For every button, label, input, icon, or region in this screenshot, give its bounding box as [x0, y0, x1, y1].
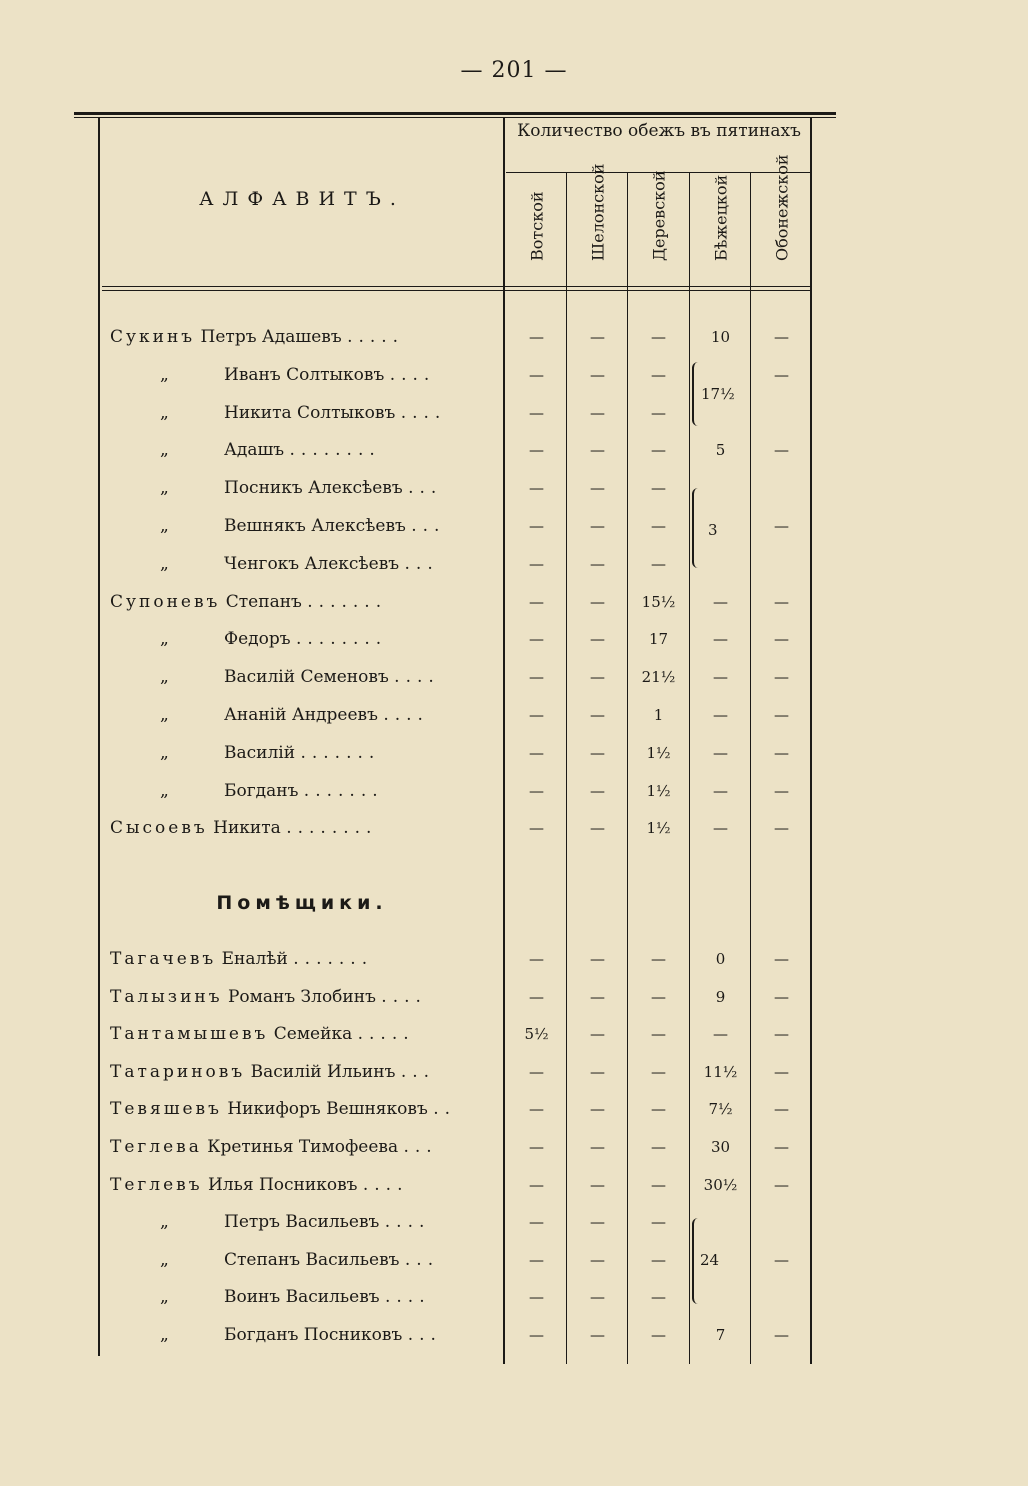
- given-name: Кретинья Тимофеева: [207, 1137, 399, 1157]
- brace-group: [692, 362, 700, 426]
- obzha-value: —: [590, 554, 605, 573]
- obzha-value: —: [529, 1100, 544, 1119]
- ditto-mark: „: [160, 478, 169, 499]
- obzha-value: —: [529, 1288, 544, 1307]
- obzha-value: 1½: [646, 819, 671, 838]
- surname: Сысоевъ: [110, 818, 208, 839]
- obzha-value: —: [651, 950, 666, 968]
- obzha-value: —: [651, 403, 666, 422]
- person-name: [110, 584, 502, 621]
- ditto-mark: „: [160, 516, 169, 536]
- obzha-value: —: [590, 1062, 605, 1081]
- obzha-value: —: [651, 987, 666, 1006]
- obzha-value: —: [651, 1025, 666, 1044]
- person-name: [110, 1016, 502, 1053]
- obzha-value: —: [590, 781, 605, 800]
- given-name: Василій Семеновъ: [224, 667, 389, 688]
- obzha-value: —: [529, 517, 544, 535]
- leader-dots: ....: [381, 986, 427, 1007]
- ditto-mark: „: [160, 1249, 169, 1270]
- obzha-value: —: [713, 592, 728, 611]
- obzha-value: —: [774, 781, 789, 800]
- obzha-value: —: [774, 819, 789, 838]
- obzha-value: —: [713, 781, 728, 800]
- obzha-value: —: [651, 1062, 666, 1081]
- obzha-value: —: [774, 1175, 789, 1194]
- obzha-value: 30: [710, 1138, 731, 1156]
- obzha-value: 5½: [524, 1025, 549, 1044]
- leader-dots: .......: [300, 742, 381, 763]
- given-name: Богданъ: [224, 780, 299, 801]
- given-name: Вешнякъ Алексѣевъ: [224, 516, 406, 536]
- obzha-value: —: [774, 1062, 789, 1081]
- given-name: Степанъ: [225, 591, 302, 612]
- table-row: [0, 1204, 1028, 1241]
- obzha-value: —: [529, 950, 544, 968]
- surname: Тевяшевъ: [110, 1099, 222, 1120]
- obzha-value: —: [529, 365, 544, 384]
- page-number: — 201 —: [460, 58, 568, 83]
- person-name: [110, 979, 502, 1016]
- obzha-value: —: [774, 706, 789, 724]
- obzha-value: —: [590, 441, 605, 460]
- obzha-value: —: [774, 517, 789, 535]
- ditto-mark: „: [160, 1287, 169, 1308]
- person-name: [110, 810, 502, 847]
- obzha-value: —: [590, 1288, 605, 1307]
- obzha-value: 10: [710, 328, 731, 346]
- obzha-value: —: [529, 668, 544, 687]
- table-row: [0, 979, 1028, 1016]
- given-name: Романъ Злобинъ: [227, 986, 376, 1007]
- table-title: АЛФАВИТЪ.: [199, 188, 405, 210]
- given-name: Никифоръ Вешняковъ: [227, 1099, 428, 1120]
- leader-dots: .....: [357, 1024, 415, 1045]
- obzha-value: —: [774, 630, 789, 649]
- obzha-value: —: [529, 630, 544, 649]
- obzha-value: —: [590, 479, 605, 498]
- obzha-value: —: [590, 630, 605, 649]
- leader-dots: ....: [400, 402, 447, 423]
- ditto-mark: „: [160, 364, 169, 385]
- obzha-value: —: [774, 592, 789, 611]
- obzha-value: —: [529, 781, 544, 800]
- ditto-mark: „: [160, 780, 169, 801]
- column-header-derevskoy: Деревской: [649, 170, 668, 261]
- obzha-value: —: [590, 1175, 605, 1194]
- obzha-value: —: [713, 1025, 728, 1044]
- brace-value: 24: [700, 1251, 720, 1269]
- given-name: Иванъ Солтыковъ: [224, 364, 385, 385]
- obzha-value: 9: [715, 987, 726, 1006]
- obzha-value: 11½: [703, 1062, 738, 1081]
- obzha-value: —: [774, 1138, 789, 1156]
- surname: Тантамышевъ: [110, 1024, 269, 1045]
- table-row: [0, 697, 1028, 734]
- obzha-value: —: [590, 592, 605, 611]
- obzha-value: [751, 1204, 812, 1241]
- obzha-value: —: [774, 328, 789, 346]
- person-name: [160, 508, 502, 545]
- given-name: Ананій Андреевъ: [224, 705, 378, 725]
- obzha-value: —: [529, 441, 544, 460]
- obzha-value: —: [651, 1213, 666, 1232]
- given-name: Василій Ильинъ: [250, 1061, 396, 1082]
- column-header-votskoy: Вотской: [527, 191, 546, 261]
- top-rule-thin: [74, 117, 836, 118]
- ditto-mark: „: [160, 1325, 169, 1345]
- obzha-value: —: [713, 743, 728, 762]
- leader-dots: ....: [384, 1212, 431, 1233]
- ditto-mark: „: [160, 402, 169, 423]
- surname: Талызинъ: [110, 986, 223, 1007]
- table-row: [0, 470, 1028, 507]
- person-name: [160, 470, 502, 507]
- table-row: [0, 1091, 1028, 1128]
- table-row: [0, 508, 1028, 545]
- obzha-value: 17: [648, 630, 669, 649]
- table-row: [0, 621, 1028, 658]
- obzha-value: —: [774, 743, 789, 762]
- person-name: [160, 621, 502, 658]
- surname: Тагачевъ: [110, 949, 217, 969]
- surname: Теглевъ: [110, 1174, 203, 1195]
- obzha-value: —: [529, 328, 544, 346]
- person-name: [160, 1204, 502, 1241]
- leader-dots: ...: [400, 1061, 436, 1082]
- obzha-value: —: [774, 1250, 789, 1269]
- column-header-shelonskoy: Шелонской: [588, 163, 607, 261]
- obzha-value: —: [651, 441, 666, 460]
- table-row: [0, 1317, 1028, 1354]
- obzha-value: 0: [715, 950, 726, 968]
- obzha-value: —: [651, 517, 666, 535]
- surname: Татариновъ: [110, 1061, 246, 1082]
- obzha-value: —: [713, 819, 728, 838]
- obzha-value: 1½: [646, 781, 671, 800]
- obzha-value: —: [774, 950, 789, 968]
- leader-dots: ....: [389, 364, 436, 385]
- given-name: Петръ Адашевъ: [200, 327, 342, 347]
- obzha-value: —: [651, 554, 666, 573]
- obzha-value: —: [529, 1138, 544, 1156]
- obzha-value: —: [590, 1213, 605, 1232]
- given-name: Никита Солтыковъ: [224, 402, 396, 423]
- obzha-value: —: [774, 668, 789, 687]
- table-row: [0, 357, 1028, 394]
- obzha-value: [751, 546, 812, 583]
- surname: Сукинъ: [110, 327, 196, 347]
- ditto-mark: „: [160, 553, 169, 574]
- obzha-value: —: [529, 987, 544, 1006]
- obzha-value: 7½: [708, 1100, 733, 1119]
- table-row: [0, 1054, 1028, 1091]
- leader-dots: ...: [411, 516, 446, 536]
- obzha-value: —: [590, 1100, 605, 1119]
- obzha-value: [751, 1279, 812, 1316]
- obzha-value: —: [590, 403, 605, 422]
- given-name: Ченгокъ Алексѣевъ: [224, 553, 400, 574]
- obzha-value: —: [590, 743, 605, 762]
- person-name: [160, 773, 502, 810]
- given-name: Посникъ Алексѣевъ: [224, 478, 403, 499]
- person-name: [160, 659, 502, 696]
- ditto-mark: „: [160, 440, 169, 461]
- obzha-value: —: [529, 554, 544, 573]
- obzha-value: —: [774, 1100, 789, 1119]
- obzha-value: —: [774, 441, 789, 460]
- obzha-value: 15½: [641, 592, 676, 611]
- leader-dots: .....: [347, 327, 405, 347]
- column-header-obonezhskoy: Обонежской: [772, 154, 791, 261]
- leader-dots: ........: [295, 629, 388, 650]
- obzha-value: 30½: [703, 1175, 738, 1194]
- obzha-value: —: [590, 950, 605, 968]
- table-row: [0, 773, 1028, 810]
- column-group-label: Количество обежъ въ пятинахъ: [517, 121, 801, 141]
- given-name: Степанъ Васильевъ: [224, 1249, 400, 1270]
- leader-dots: .......: [307, 591, 388, 612]
- leader-dots: ...: [407, 1325, 442, 1345]
- obzha-value: —: [529, 1250, 544, 1269]
- table-row: [0, 941, 1028, 978]
- obzha-value: —: [529, 403, 544, 422]
- obzha-value: —: [651, 1326, 666, 1344]
- ditto-mark: „: [160, 629, 169, 650]
- obzha-value: —: [651, 365, 666, 384]
- person-name: [160, 1279, 502, 1316]
- leader-dots: ........: [289, 440, 381, 461]
- person-name: [160, 1242, 502, 1279]
- column-header-bezhetskoy: Бѣжецкой: [711, 174, 730, 261]
- table-row: [0, 1129, 1028, 1166]
- given-name: Илья Посниковъ: [207, 1174, 358, 1195]
- given-name: Василій: [224, 742, 296, 763]
- obzha-value: —: [651, 328, 666, 346]
- obzha-value: —: [529, 479, 544, 498]
- leader-dots: .......: [303, 780, 384, 801]
- obzha-value: —: [651, 1288, 666, 1307]
- brace-group: [692, 488, 700, 568]
- brace-value: 3: [708, 521, 718, 539]
- obzha-value: —: [590, 1250, 605, 1269]
- obzha-value: —: [651, 1250, 666, 1269]
- obzha-value: 5: [715, 441, 726, 460]
- obzha-value: 21½: [641, 668, 676, 687]
- surname: Супоневъ: [110, 591, 221, 612]
- table-row: [0, 1242, 1028, 1279]
- leader-dots: ....: [394, 667, 440, 688]
- obzha-value: —: [590, 706, 605, 724]
- person-name: [160, 546, 502, 583]
- surname: Теглева: [110, 1137, 202, 1157]
- obzha-value: —: [529, 819, 544, 838]
- obzha-value: —: [529, 1213, 544, 1232]
- table-row: [0, 1279, 1028, 1316]
- obzha-value: —: [774, 1025, 789, 1044]
- leader-dots: ....: [362, 1174, 409, 1195]
- table-row: [0, 395, 1028, 432]
- obzha-value: [751, 395, 812, 432]
- obzha-value: —: [651, 1175, 666, 1194]
- person-name: [110, 1054, 502, 1091]
- person-name: [110, 1129, 502, 1166]
- person-name: [160, 357, 502, 394]
- leader-dots: .......: [293, 949, 374, 969]
- leader-dots: ...: [403, 1137, 438, 1157]
- leader-dots: ....: [385, 1287, 431, 1308]
- person-name: [110, 941, 502, 978]
- table-row: [0, 1016, 1028, 1053]
- obzha-value: —: [651, 1100, 666, 1119]
- obzha-value: —: [529, 743, 544, 762]
- leader-dots: ...: [404, 1249, 440, 1270]
- obzha-value: —: [590, 668, 605, 687]
- person-name: [110, 1167, 502, 1204]
- person-name: [160, 395, 502, 432]
- obzha-value: —: [774, 987, 789, 1006]
- header-bottom-rule-2: [102, 290, 812, 291]
- obzha-value: —: [590, 517, 605, 535]
- table-row: [0, 584, 1028, 621]
- leader-dots: ...: [404, 553, 439, 574]
- given-name: Воинъ Васильевъ: [224, 1287, 380, 1308]
- obzha-value: —: [590, 1138, 605, 1156]
- top-rule: [74, 112, 836, 115]
- person-name: [160, 432, 502, 469]
- person-name: [160, 735, 502, 772]
- obzha-value: —: [774, 1326, 789, 1344]
- ditto-mark: „: [160, 742, 169, 763]
- section-title: Помѣщики.: [216, 892, 388, 914]
- obzha-value: —: [590, 1326, 605, 1344]
- table-row: [0, 546, 1028, 583]
- given-name: Петръ Васильевъ: [224, 1212, 380, 1233]
- obzha-value: —: [590, 987, 605, 1006]
- header-bottom-rule: [102, 286, 812, 287]
- given-name: Федоръ: [224, 629, 291, 650]
- leader-dots: ..: [433, 1099, 456, 1120]
- obzha-value: —: [529, 592, 544, 611]
- obzha-value: —: [590, 328, 605, 346]
- brace-group: [692, 1218, 700, 1304]
- ditto-mark: „: [160, 667, 169, 688]
- obzha-value: —: [651, 479, 666, 498]
- table-row: [0, 319, 1028, 356]
- table-row: [0, 1167, 1028, 1204]
- leader-dots: ...: [408, 478, 443, 499]
- given-name: Еналѣй: [221, 949, 288, 969]
- table-row: [0, 810, 1028, 847]
- obzha-value: —: [529, 1062, 544, 1081]
- person-name: [110, 1091, 502, 1128]
- person-name: [160, 697, 502, 734]
- table-row: [0, 659, 1028, 696]
- person-name: [160, 1317, 502, 1354]
- leader-dots: ....: [383, 705, 429, 725]
- obzha-value: —: [713, 668, 728, 687]
- table-row: [0, 432, 1028, 469]
- obzha-value: —: [713, 706, 728, 724]
- obzha-value: —: [529, 1326, 544, 1344]
- obzha-value: —: [713, 630, 728, 649]
- obzha-value: —: [529, 1175, 544, 1194]
- obzha-value: —: [590, 819, 605, 838]
- table-row: [0, 735, 1028, 772]
- given-name: Никита: [213, 818, 281, 839]
- ditto-mark: „: [160, 1212, 169, 1233]
- obzha-value: —: [590, 365, 605, 384]
- leader-dots: ........: [286, 818, 378, 839]
- obzha-value: —: [590, 1025, 605, 1044]
- brace-value: 17½: [701, 385, 735, 403]
- ditto-mark: „: [160, 705, 169, 725]
- given-name: Адашъ: [224, 440, 285, 461]
- obzha-value: [751, 470, 812, 507]
- obzha-value: 1: [653, 706, 664, 724]
- obzha-value: —: [774, 365, 789, 384]
- obzha-value: 7: [715, 1326, 726, 1344]
- obzha-value: —: [529, 706, 544, 724]
- person-name: [110, 319, 502, 356]
- obzha-value: —: [651, 1138, 666, 1156]
- given-name: Семейка: [273, 1024, 353, 1045]
- obzha-value: 1½: [646, 743, 671, 762]
- given-name: Богданъ Посниковъ: [224, 1325, 403, 1345]
